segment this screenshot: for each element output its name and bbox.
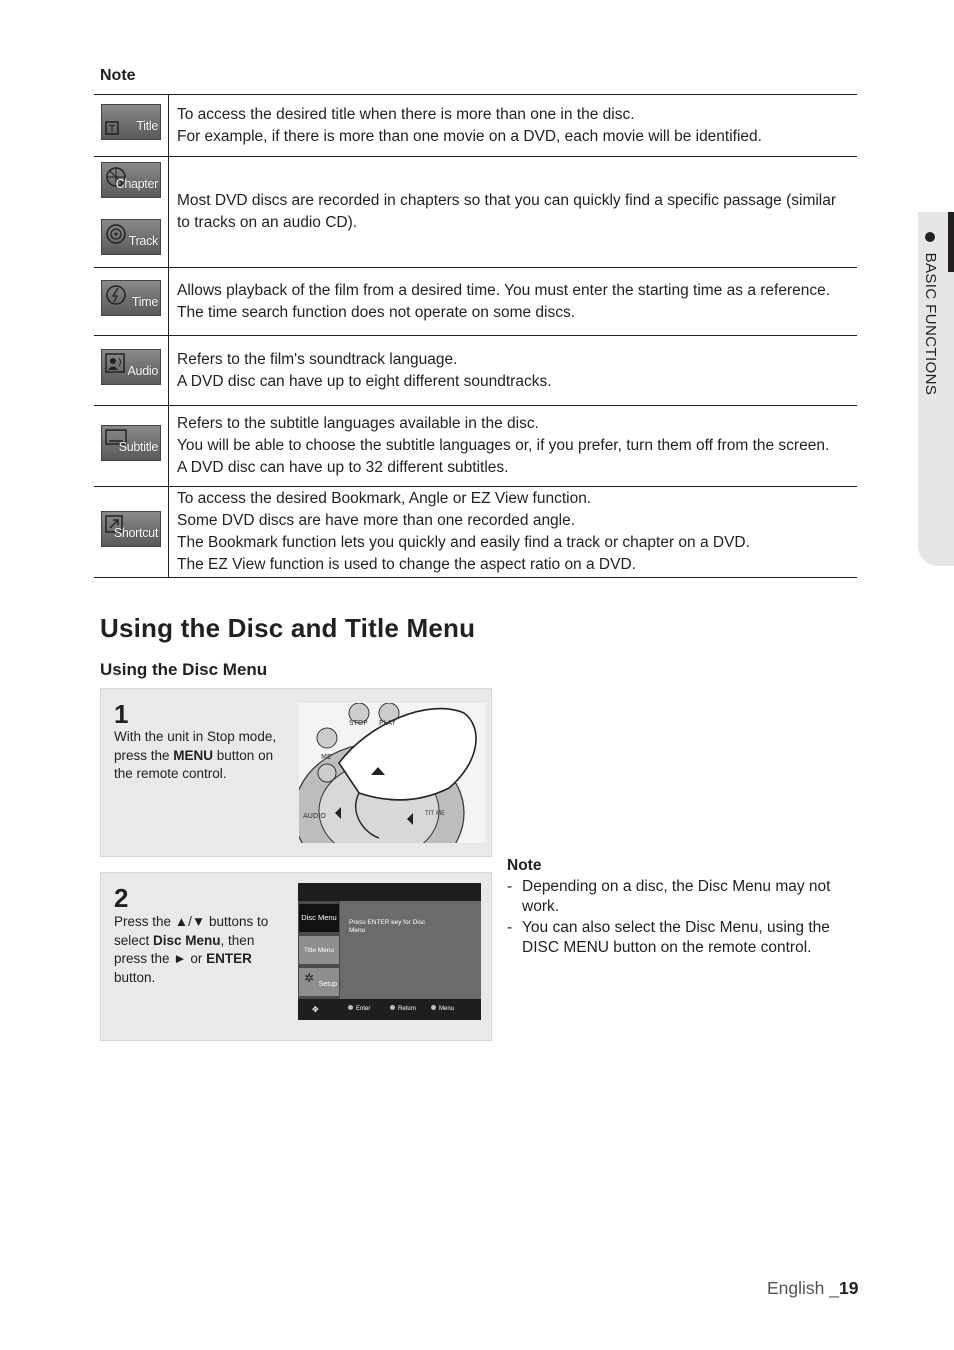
page-number: 19 [839, 1278, 859, 1298]
side-tab-bar [948, 212, 954, 272]
row-text: To access the desired title when there is more than one in the disc. For example, if there is more than one movie on a DVD, each movie will be identified. [169, 95, 858, 157]
page-footer: English _19 [767, 1278, 859, 1298]
subtitle-icon: Subtitle [101, 425, 161, 461]
gear-icon: ✲ [304, 971, 315, 985]
step-1 [100, 688, 492, 857]
step-description: Press the ▲/▼ buttons to select Disc Menu, then press the ► or ENTER button. [114, 914, 269, 985]
table-row [94, 406, 857, 487]
note-list [507, 877, 857, 959]
svg-text:T: T [109, 124, 116, 135]
icon-cell [94, 157, 169, 268]
screen-top-bar [298, 883, 481, 901]
note-title: Note [100, 67, 136, 84]
icon-cell [94, 268, 169, 336]
menu-hint: Menu [431, 999, 454, 1020]
row-text: Most DVD discs are recorded in chapters so that you can quickly find a specific passage (similar to tracks on an audio CD). [169, 157, 858, 268]
remote-control-photo [299, 703, 485, 843]
notes-table [94, 94, 857, 578]
side-tab-label: BASIC FUNCTIONS [922, 232, 939, 395]
table-row [94, 157, 857, 268]
list-item: - You can also select the Disc Menu, using the DISC MENU button on the remote control. [507, 918, 857, 959]
return-hint: Return [390, 999, 416, 1020]
step-number: 2 [114, 883, 129, 913]
track-icon: Track [101, 219, 161, 255]
remote-hand-icon [299, 703, 485, 843]
svg-text:PLAY: PLAY [379, 719, 396, 727]
note-heading: Note [507, 857, 542, 874]
icon-cell [94, 487, 169, 578]
svg-text:ME: ME [321, 753, 332, 761]
clock-icon: Time [101, 280, 161, 316]
icon-cell [94, 95, 169, 157]
title-icon: T Title [101, 104, 161, 140]
menu-item-disc-menu[interactable]: Disc Menu [299, 904, 339, 932]
section-title: Using the Disc and Title Menu [100, 613, 476, 643]
screen-bottom-bar [298, 999, 481, 1020]
button-icon [431, 1005, 436, 1010]
chapter-icon: Chapter [101, 162, 161, 198]
icon-cell [94, 406, 169, 487]
svg-text:AUDIO: AUDIO [303, 812, 326, 820]
disc-menu-screen [298, 883, 481, 1020]
icon-cell [94, 336, 169, 406]
enter-hint: Enter [348, 999, 370, 1020]
svg-text:TIT ME: TIT ME [425, 810, 445, 817]
button-icon [390, 1005, 395, 1010]
step-2 [100, 872, 492, 1041]
row-text: Refers to the subtitle languages available in the disc. You will be able to choose the subtitle languages or, if you prefer, turn them off from the screen. A DVD disc can have up to 32 different subtitles. [169, 406, 858, 487]
menu-item-setup[interactable]: ✲ Setup [299, 968, 339, 996]
table-row [94, 268, 857, 336]
shortcut-icon: Shortcut [101, 511, 161, 547]
svg-text:STOP: STOP [349, 719, 368, 727]
list-item: - Depending on a disc, the Disc Menu may not work. [507, 877, 857, 918]
audio-icon: Audio [101, 349, 161, 385]
bullet-icon [925, 232, 935, 242]
step-description: With the unit in Stop mode, press the MENU button on the remote control. [114, 729, 277, 781]
side-tab [918, 212, 954, 566]
row-text: To access the desired Bookmark, Angle or EZ View function. Some DVD discs are have more than one recorded angle. The Bookmark function lets you quickly and easily find a track or chapter on a DVD. The EZ View function is used to change the aspect ratio on a DVD. [169, 487, 858, 578]
button-icon [348, 1005, 353, 1010]
disc-menu-note [507, 856, 857, 959]
table-row [94, 336, 857, 406]
row-text: Allows playback of the film from a desired time. You must enter the starting time as a reference. The time search function does not operate on some discs. [169, 268, 858, 336]
step-number: 1 [114, 699, 129, 729]
table-row [94, 95, 857, 157]
screen-message: Press ENTER key for Disc Menu [349, 919, 426, 934]
row-text: Refers to the film's soundtrack language. A DVD disc can have up to eight different soundtracks. [169, 336, 858, 406]
menu-item-title-menu[interactable]: Title Menu [299, 936, 339, 964]
table-row [94, 487, 857, 578]
dpad-icon: ✥ [312, 1005, 319, 1014]
subsection-title: Using the Disc Menu [100, 660, 268, 679]
